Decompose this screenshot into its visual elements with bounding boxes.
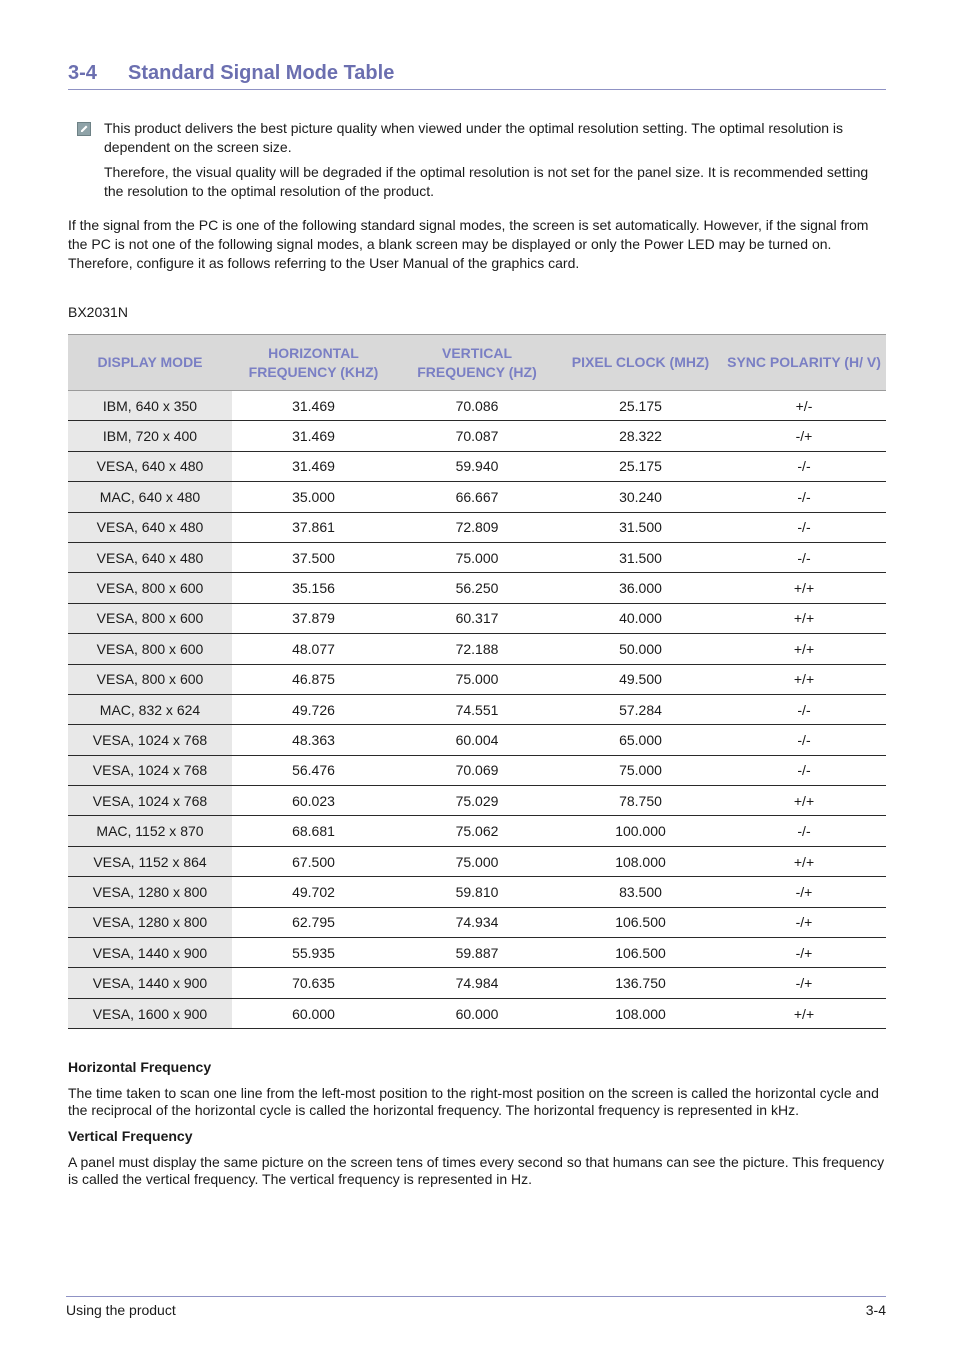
table-row [68, 573, 886, 603]
cell-vertical-frequency: 60.000 [395, 998, 559, 1028]
cell-vertical-frequency: 75.000 [395, 542, 559, 572]
cell-display-mode: VESA, 800 x 600 [68, 573, 232, 603]
cell-horizontal-frequency: 67.500 [232, 846, 395, 876]
cell-display-mode: VESA, 640 x 480 [68, 512, 232, 542]
cell-horizontal-frequency: 49.702 [232, 877, 395, 907]
table-body [68, 391, 886, 1029]
cell-sync-polarity: -/- [722, 542, 886, 572]
cell-sync-polarity: +/+ [722, 846, 886, 876]
footer-chapter: Using the product [66, 1302, 176, 1318]
cell-horizontal-frequency: 60.023 [232, 786, 395, 816]
cell-display-mode: VESA, 1024 x 768 [68, 786, 232, 816]
cell-display-mode: IBM, 720 x 400 [68, 421, 232, 451]
cell-display-mode: VESA, 1600 x 900 [68, 998, 232, 1028]
column-header-sync-polarity: SYNC POLARITY (H/ V) [722, 335, 886, 391]
cell-sync-polarity: -/+ [722, 968, 886, 998]
cell-vertical-frequency: 70.069 [395, 755, 559, 785]
cell-pixel-clock: 100.000 [559, 816, 722, 846]
table-row [68, 725, 886, 755]
cell-pixel-clock: 65.000 [559, 725, 722, 755]
cell-horizontal-frequency: 48.077 [232, 634, 395, 664]
note-box [68, 119, 886, 207]
cell-sync-polarity: -/- [722, 816, 886, 846]
cell-sync-polarity: +/+ [722, 573, 886, 603]
table-row [68, 451, 886, 481]
cell-sync-polarity: -/+ [722, 877, 886, 907]
cell-vertical-frequency: 74.934 [395, 907, 559, 937]
section-heading [68, 62, 886, 90]
cell-vertical-frequency: 72.188 [395, 634, 559, 664]
definitions [68, 1059, 886, 1197]
cell-sync-polarity: -/- [722, 755, 886, 785]
section-title: Standard Signal Mode Table [128, 62, 395, 84]
cell-sync-polarity: -/+ [722, 938, 886, 968]
intro-paragraph: If the signal from the PC is one of the following standard signal modes, the screen is set automatically. However, if the signal from the PC is not one of the following signal modes, a blank screen may be displayed or only the Power LED may be turned on. Therefore, configure it as follows referring to the User Manual of the graphics card. [68, 217, 869, 271]
note-paragraph: Therefore, the visual quality will be degraded if the optimal resolution is not set for the panel size. It is recommended setting the resolution to the optimal resolution of the product. [104, 164, 869, 199]
cell-display-mode: VESA, 1440 x 900 [68, 968, 232, 998]
cell-display-mode: MAC, 1152 x 870 [68, 816, 232, 846]
cell-horizontal-frequency: 37.500 [232, 542, 395, 572]
cell-horizontal-frequency: 62.795 [232, 907, 395, 937]
cell-horizontal-frequency: 55.935 [232, 938, 395, 968]
cell-horizontal-frequency: 70.635 [232, 968, 395, 998]
table-row [68, 755, 886, 785]
cell-pixel-clock: 31.500 [559, 542, 722, 572]
cell-pixel-clock: 25.175 [559, 451, 722, 481]
cell-pixel-clock: 28.322 [559, 421, 722, 451]
cell-vertical-frequency: 56.250 [395, 573, 559, 603]
table-row [68, 877, 886, 907]
cell-horizontal-frequency: 60.000 [232, 998, 395, 1028]
column-header-pixel-clock: PIXEL CLOCK (MHZ) [559, 335, 722, 391]
cell-pixel-clock: 30.240 [559, 482, 722, 512]
cell-pixel-clock: 78.750 [559, 786, 722, 816]
cell-sync-polarity: -/+ [722, 907, 886, 937]
table-row [68, 482, 886, 512]
cell-horizontal-frequency: 35.156 [232, 573, 395, 603]
cell-display-mode: VESA, 1024 x 768 [68, 755, 232, 785]
cell-sync-polarity: +/- [722, 391, 886, 421]
column-header-vertical-frequency: VERTICAL FREQUENCY (HZ) [395, 335, 559, 391]
cell-horizontal-frequency: 37.861 [232, 512, 395, 542]
cell-horizontal-frequency: 68.681 [232, 816, 395, 846]
cell-vertical-frequency: 70.087 [395, 421, 559, 451]
cell-pixel-clock: 83.500 [559, 877, 722, 907]
cell-vertical-frequency: 60.004 [395, 725, 559, 755]
cell-pixel-clock: 108.000 [559, 846, 722, 876]
note-paragraph: This product delivers the best picture quality when viewed under the optimal resolution setting. The optimal resolution is dependent on the screen size. [104, 120, 844, 155]
cell-horizontal-frequency: 31.469 [232, 391, 395, 421]
table-row [68, 664, 886, 694]
cell-vertical-frequency: 66.667 [395, 482, 559, 512]
table-row [68, 816, 886, 846]
table-row [68, 634, 886, 664]
definition-title-horizontal: Horizontal Frequency [68, 1059, 212, 1075]
table-row [68, 512, 886, 542]
cell-pixel-clock: 36.000 [559, 573, 722, 603]
cell-vertical-frequency: 75.029 [395, 786, 559, 816]
cell-sync-polarity: +/+ [722, 786, 886, 816]
page-footer [66, 1296, 886, 1318]
table-row [68, 938, 886, 968]
cell-display-mode: VESA, 1440 x 900 [68, 938, 232, 968]
cell-vertical-frequency: 59.887 [395, 938, 559, 968]
cell-vertical-frequency: 59.940 [395, 451, 559, 481]
cell-display-mode: VESA, 1280 x 800 [68, 877, 232, 907]
cell-pixel-clock: 75.000 [559, 755, 722, 785]
cell-sync-polarity: -/- [722, 694, 886, 724]
cell-vertical-frequency: 72.809 [395, 512, 559, 542]
cell-vertical-frequency: 75.000 [395, 664, 559, 694]
column-header-display-mode: DISPLAY MODE [68, 335, 232, 391]
cell-vertical-frequency: 70.086 [395, 391, 559, 421]
column-header-horizontal-frequency: HORIZONTAL FREQUENCY (KHZ) [232, 335, 395, 391]
cell-pixel-clock: 50.000 [559, 634, 722, 664]
cell-sync-polarity: +/+ [722, 634, 886, 664]
cell-pixel-clock: 106.500 [559, 907, 722, 937]
cell-horizontal-frequency: 46.875 [232, 664, 395, 694]
cell-horizontal-frequency: 37.879 [232, 603, 395, 633]
model-label: BX2031N [68, 304, 128, 320]
table-row [68, 846, 886, 876]
cell-vertical-frequency: 74.551 [395, 694, 559, 724]
cell-horizontal-frequency: 31.469 [232, 451, 395, 481]
cell-sync-polarity: -/- [722, 451, 886, 481]
table-row [68, 786, 886, 816]
cell-vertical-frequency: 74.984 [395, 968, 559, 998]
cell-display-mode: VESA, 800 x 600 [68, 603, 232, 633]
cell-pixel-clock: 31.500 [559, 512, 722, 542]
table-row [68, 968, 886, 998]
cell-display-mode: VESA, 1152 x 864 [68, 846, 232, 876]
cell-pixel-clock: 106.500 [559, 938, 722, 968]
cell-pixel-clock: 25.175 [559, 391, 722, 421]
cell-sync-polarity: +/+ [722, 998, 886, 1028]
cell-sync-polarity: +/+ [722, 664, 886, 694]
cell-pixel-clock: 49.500 [559, 664, 722, 694]
cell-sync-polarity: -/- [722, 725, 886, 755]
cell-vertical-frequency: 60.317 [395, 603, 559, 633]
cell-display-mode: IBM, 640 x 350 [68, 391, 232, 421]
cell-pixel-clock: 136.750 [559, 968, 722, 998]
table-header-row [68, 335, 886, 391]
cell-vertical-frequency: 75.000 [395, 846, 559, 876]
table-row [68, 694, 886, 724]
section-number: 3-4 [68, 62, 97, 84]
cell-display-mode: VESA, 800 x 600 [68, 664, 232, 694]
cell-horizontal-frequency: 35.000 [232, 482, 395, 512]
cell-pixel-clock: 108.000 [559, 998, 722, 1028]
cell-horizontal-frequency: 48.363 [232, 725, 395, 755]
cell-horizontal-frequency: 56.476 [232, 755, 395, 785]
cell-display-mode: VESA, 640 x 480 [68, 542, 232, 572]
table-row [68, 603, 886, 633]
table-row [68, 907, 886, 937]
table-row [68, 542, 886, 572]
cell-sync-polarity: -/+ [722, 421, 886, 451]
cell-vertical-frequency: 59.810 [395, 877, 559, 907]
cell-pixel-clock: 57.284 [559, 694, 722, 724]
definition-title-vertical: Vertical Frequency [68, 1128, 193, 1144]
cell-horizontal-frequency: 31.469 [232, 421, 395, 451]
table-row [68, 421, 886, 451]
cell-sync-polarity: -/- [722, 512, 886, 542]
table-row [68, 391, 886, 421]
cell-vertical-frequency: 75.062 [395, 816, 559, 846]
cell-display-mode: VESA, 1280 x 800 [68, 907, 232, 937]
cell-sync-polarity: -/- [722, 482, 886, 512]
definition-text-horizontal: The time taken to scan one line from the left-most position to the right-most position on the screen is called the horizontal cycle and the reciprocal of the horizontal cycle is called the horizontal frequency. The horizontal frequency is represented in kHz. [68, 1085, 879, 1118]
signal-mode-table [68, 334, 886, 1029]
cell-horizontal-frequency: 49.726 [232, 694, 395, 724]
cell-display-mode: VESA, 1024 x 768 [68, 725, 232, 755]
cell-display-mode: MAC, 832 x 624 [68, 694, 232, 724]
page-number: 3-4 [865, 1302, 886, 1318]
note-pencil-icon [77, 122, 91, 136]
definition-text-vertical: A panel must display the same picture on the screen tens of times every second so that humans can see the picture. This frequency is called the vertical frequency. The vertical frequency is represented in Hz. [68, 1154, 885, 1187]
cell-display-mode: VESA, 640 x 480 [68, 451, 232, 481]
cell-display-mode: MAC, 640 x 480 [68, 482, 232, 512]
cell-display-mode: VESA, 800 x 600 [68, 634, 232, 664]
cell-sync-polarity: +/+ [722, 603, 886, 633]
cell-pixel-clock: 40.000 [559, 603, 722, 633]
table-row [68, 998, 886, 1028]
